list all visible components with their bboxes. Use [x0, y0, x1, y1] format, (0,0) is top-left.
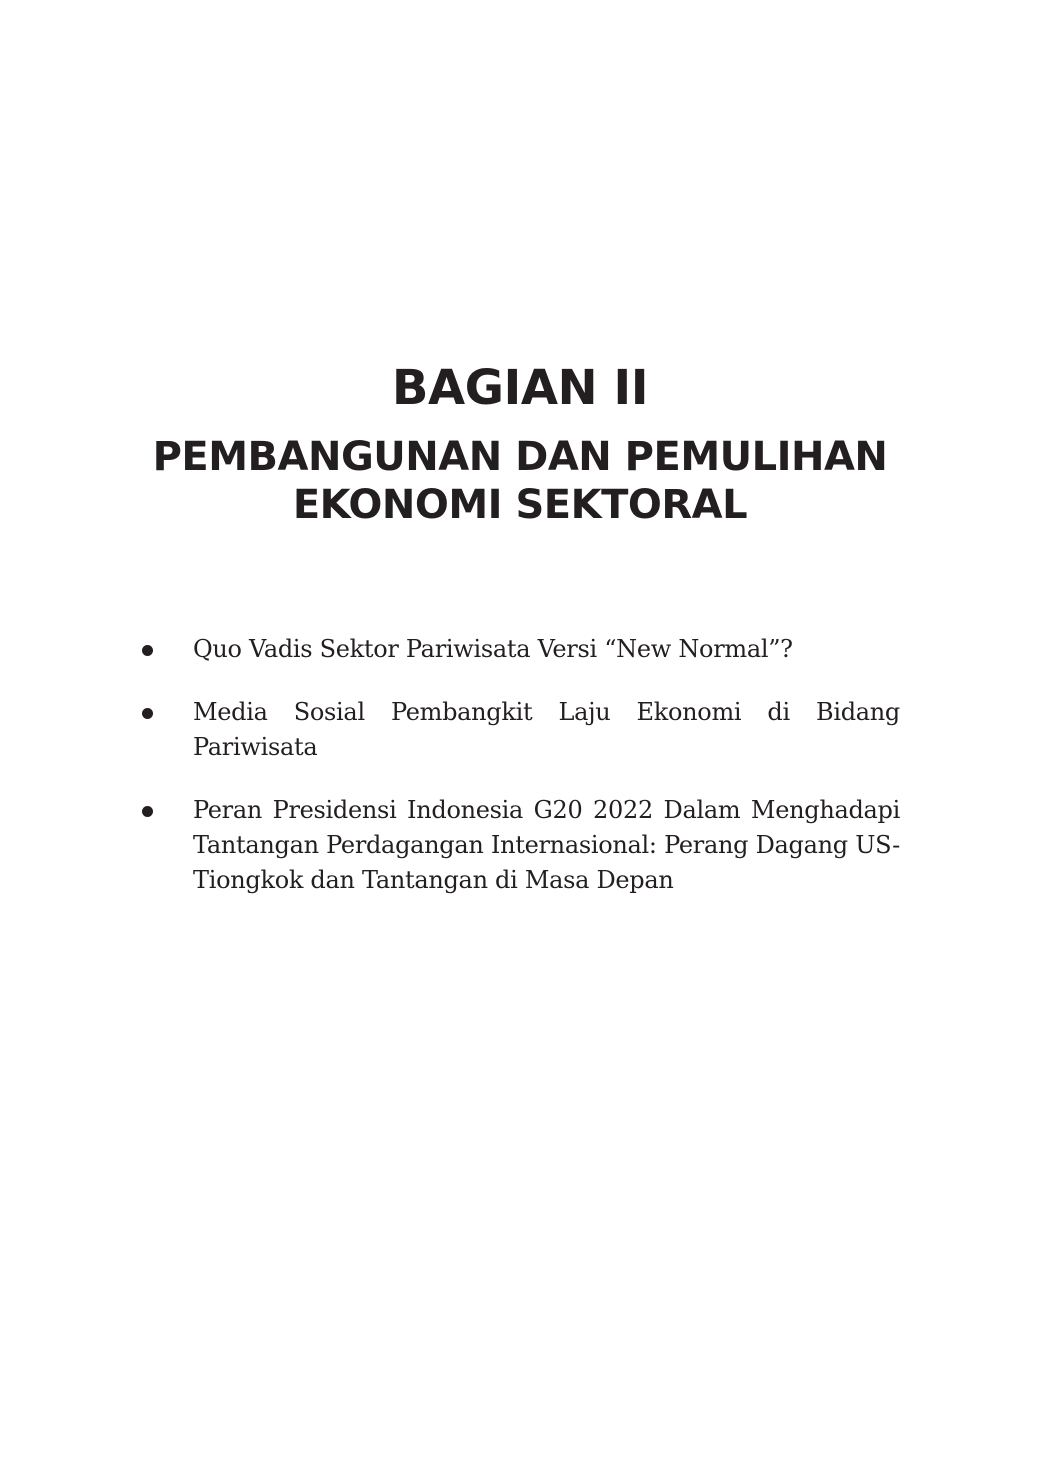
bullet-icon — [142, 708, 153, 719]
chapter-list-item — [140, 695, 900, 765]
bullet-icon — [142, 806, 153, 817]
section-title-line-2: EKONOMI SEKTORAL — [292, 482, 748, 528]
chapter-title: Peran Presidensi Indonesia G20 2022 Dalam Menghadapi Tantangan Perdagangan Internasional: Perang Dagang US-Tiongkok dan Tantangan di Masa Depan — [193, 796, 900, 894]
chapter-list — [140, 632, 900, 926]
section-title — [100, 433, 940, 529]
chapter-list-item — [140, 632, 900, 667]
chapter-title: Quo Vadis Sektor Pariwisata Versi “New Normal”? — [193, 635, 793, 663]
section-label: BAGIAN II — [391, 360, 649, 416]
chapter-title: Media Sosial Pembangkit Laju Ekonomi di Bidang Pariwisata — [193, 698, 900, 761]
bullet-icon — [142, 645, 153, 656]
section-title-line-1: PEMBANGUNAN DAN PEMULIHAN — [152, 434, 888, 480]
chapter-list-item — [140, 793, 900, 898]
